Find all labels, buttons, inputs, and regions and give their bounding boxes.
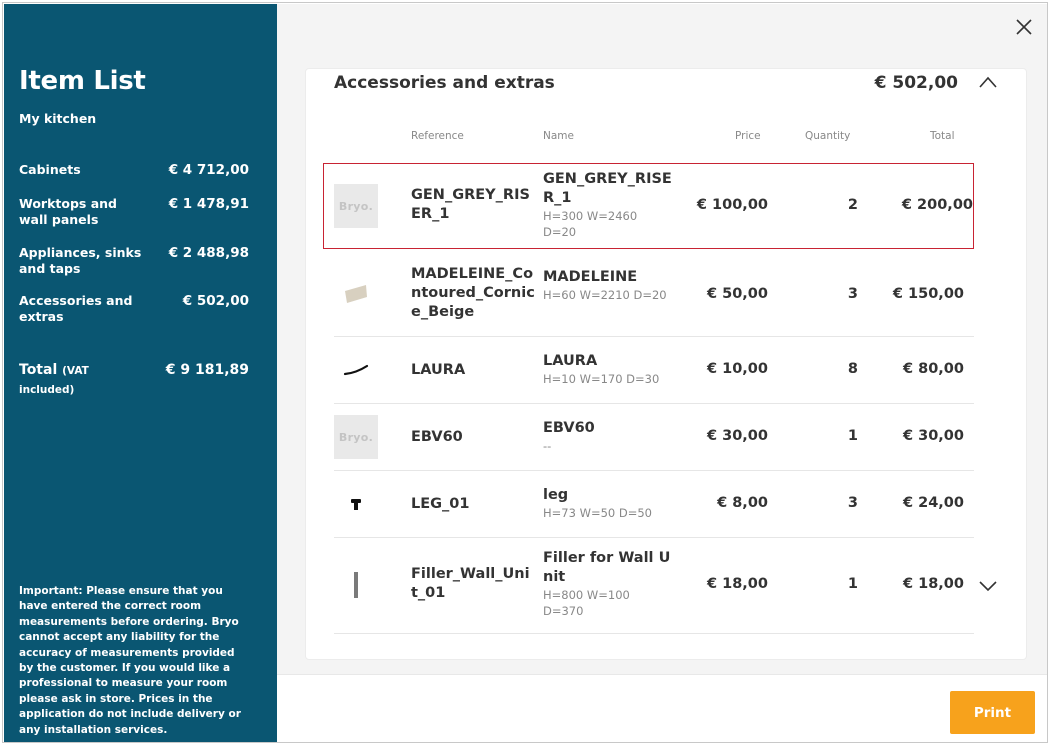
leg-icon [349, 496, 363, 512]
sidebar-title: Item List [19, 66, 146, 96]
cornice-icon [343, 283, 369, 305]
item-quantity: 2 [847, 197, 858, 213]
item-reference: GEN_GREY_RISER_1 [411, 187, 530, 222]
item-name: LAURA [543, 353, 598, 369]
item-total: € 200,00 [901, 197, 973, 213]
item-name: GEN_GREY_RISER_1 [543, 171, 672, 206]
item-thumbnail: Bryo. [334, 184, 378, 228]
handle-thumbnail [334, 348, 378, 392]
item-price: € 18,00 [706, 576, 768, 592]
section-title: Accessories and extras [334, 73, 555, 93]
item-quantity: 3 [847, 286, 858, 302]
item-price: € 30,00 [706, 428, 768, 444]
item-name: MADELEINE [543, 269, 638, 285]
footer-bar [277, 674, 1047, 742]
col-quantity: Quantity [805, 130, 851, 142]
handle-icon [342, 363, 370, 377]
item-reference: MADELEINE_Contoured_Cornice_Beige [411, 266, 535, 320]
table-row[interactable] [334, 538, 974, 634]
summary-label: Worktops and wall panels [19, 196, 117, 227]
item-name-block [543, 352, 673, 387]
total-value: € 9 181,89 [165, 362, 249, 378]
item-reference: Filler_Wall_Unit_01 [411, 566, 530, 601]
item-name-block [543, 268, 673, 303]
summary-label: Cabinets [19, 162, 81, 177]
item-reference: LAURA [411, 362, 466, 378]
filler-thumbnail [334, 563, 378, 607]
item-dimensions: -- [543, 439, 552, 453]
cornice-thumbnail [334, 272, 378, 316]
close-icon[interactable] [1015, 18, 1033, 36]
item-dimensions: H=300 W=2460 D=20 [543, 209, 638, 239]
item-name-block [543, 486, 673, 521]
summary-label: Accessories and extras [19, 293, 133, 324]
col-price: Price [735, 130, 761, 142]
project-name: My kitchen [19, 111, 97, 126]
item-reference: EBV60 [411, 429, 463, 445]
item-dimensions: H=60 W=2210 D=20 [543, 288, 667, 302]
col-reference: Reference [411, 130, 464, 142]
summary-label: Appliances, sinks and taps [19, 245, 142, 276]
chevron-down-icon[interactable] [978, 579, 998, 593]
accessories-card [305, 68, 1027, 660]
total-included-text: included) [19, 384, 75, 396]
summary-value: € 2 488,98 [168, 245, 249, 261]
table-row[interactable] [334, 251, 974, 337]
item-total: € 30,00 [902, 428, 964, 444]
item-price: € 100,00 [696, 197, 768, 213]
col-name: Name [543, 130, 574, 142]
total-label-text: Total [19, 362, 58, 378]
item-total: € 150,00 [892, 286, 964, 302]
item-dimensions: H=73 W=50 D=50 [543, 506, 652, 520]
item-dimensions: H=10 W=170 D=30 [543, 372, 660, 386]
disclaimer-note: Important: Please ensure that you have entered the correct room measurements before ordering. Bryo cannot accept any liability for the accuracy of measurements provided by the customer. If you would like a professional to measure your room please ask in store. Prices in the application do not include delivery or any installation services. [19, 585, 241, 736]
item-total: € 80,00 [902, 361, 964, 377]
col-total: Total [930, 130, 955, 142]
leg-thumbnail [334, 482, 378, 526]
item-name-block [543, 170, 673, 240]
table-row[interactable] [334, 404, 974, 471]
summary-value: € 502,00 [182, 293, 249, 309]
total-label [19, 362, 89, 378]
item-reference: LEG_01 [411, 496, 470, 512]
table-row[interactable] [323, 163, 974, 249]
item-name-block [543, 549, 673, 619]
item-quantity: 8 [847, 361, 858, 377]
item-price: € 50,00 [706, 286, 768, 302]
summary-value: € 1 478,91 [168, 196, 249, 212]
table-row[interactable] [334, 337, 974, 404]
summary-value: € 4 712,00 [168, 162, 249, 178]
section-total: € 502,00 [874, 73, 958, 93]
item-dimensions: H=800 W=100 D=370 [543, 588, 630, 618]
item-total: € 18,00 [902, 576, 964, 592]
item-quantity: 1 [847, 428, 858, 444]
item-name: Filler for Wall Unit [543, 550, 671, 585]
chevron-up-icon[interactable] [978, 75, 998, 89]
main-panel [277, 4, 1047, 742]
item-name: leg [543, 487, 569, 503]
sidebar [4, 4, 277, 742]
item-total: € 24,00 [902, 495, 964, 511]
total-vat-text: (VAT [62, 365, 89, 377]
table-row[interactable] [334, 471, 974, 538]
item-quantity: 3 [847, 495, 858, 511]
item-price: € 10,00 [706, 361, 768, 377]
item-quantity: 1 [847, 576, 858, 592]
print-button[interactable]: Print [950, 691, 1035, 734]
item-name-block [543, 419, 673, 454]
item-thumbnail: Bryo. [334, 415, 378, 459]
item-name: EBV60 [543, 420, 595, 436]
item-price: € 8,00 [717, 495, 768, 511]
filler-icon [352, 571, 360, 599]
